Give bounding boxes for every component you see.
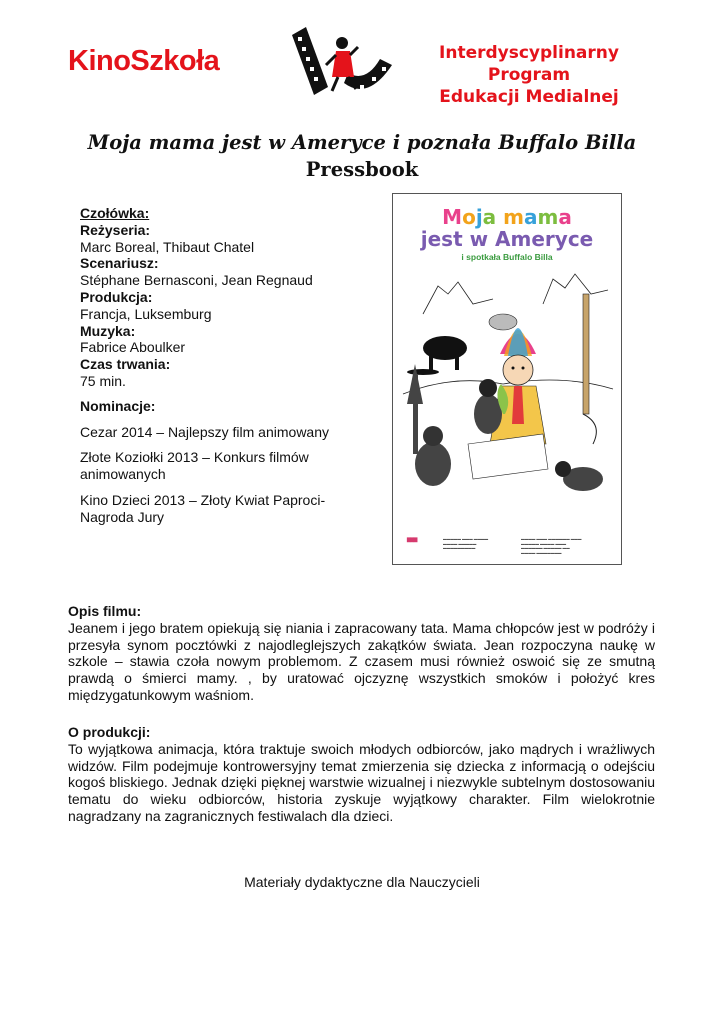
program-line-2: Edukacji Medialnej <box>439 87 619 107</box>
credits-block <box>80 205 370 526</box>
nomination-item: Złote Koziołki 2013 – Konkurs filmów animowanych <box>80 449 309 483</box>
nominations-heading: Nominacje: <box>80 397 156 414</box>
section-heading: Opis filmu: <box>68 603 142 619</box>
kinoszkola-logo-text: KinoSzkoła <box>68 45 220 77</box>
production-section <box>68 724 655 825</box>
page-title: Moja mama jest w Ameryce i poznała Buffalo Billa <box>87 131 637 154</box>
credit-label: Reżyseria: <box>80 221 151 238</box>
credit-label: Scenariusz: <box>80 255 159 272</box>
credit-value: Stéphane Bernasconi, Jean Regnaud <box>80 272 313 289</box>
credit-value: Fabrice Aboulker <box>80 339 186 356</box>
credit-value: 75 min. <box>80 372 126 389</box>
poster-footer-text-left: ▬▬▬▬▬ ▬▬▬ ▬▬▬▬ ▬▬▬▬ ▬▬▬▬▬ ▬▬▬▬▬▬▬▬▬ <box>443 537 489 550</box>
credit-label: Czas trwania: <box>80 356 171 373</box>
poster-footer-logo: ▇▇▇ <box>407 537 418 542</box>
section-text: To wyjątkowa animacja, która traktuje swoich młodych odbiorców, jako mądrych i wrażliwych widzów. Film podejmuje kontrowersyjny temat zmierzenia się dziecka z informacją o odejściu kogoś bliskiego. Jednak dzięki pięknej warstwie wizualnej i niezwykle subtelnym dostosowaniu tematu do wieku odbiorców, historia zyskuje wyjątkowy charakter. Film wielokrotnie nagradzany na zagranicznych festiwalach dla dzieci. <box>68 740 655 824</box>
program-line-1: Interdyscyplinarny Program <box>439 43 619 85</box>
credit-label: Produkcja: <box>80 288 153 305</box>
nomination-item: Kino Dzieci 2013 – Złoty Kwiat Paproci- Nagroda Jury <box>80 491 326 525</box>
credit-value: Francja, Luksemburg <box>80 305 212 322</box>
poster-illustration <box>393 264 621 534</box>
credit-label: Muzyka: <box>80 322 136 339</box>
page-subtitle: Pressbook <box>305 158 419 181</box>
poster-title-line-1: Moja mama <box>442 205 572 229</box>
poster-title <box>393 206 621 250</box>
film-strip-logo-icon <box>288 25 394 103</box>
credit-value: Marc Boreal, Thibaut Chatel <box>80 238 255 255</box>
poster-footer-text-right: ▬▬▬▬ ▬▬▬ ▬▬▬▬▬▬ ▬▬▬ ▬▬▬▬▬ ▬▬▬▬ ▬▬▬ ▬▬▬▬▬▬ ▬▬▬▬▬ ▬▬ ▬▬▬▬ ▬▬▬▬▬▬▬ <box>521 537 582 555</box>
movie-poster <box>392 193 622 565</box>
credits-heading: Czołówka: <box>80 205 150 221</box>
section-text: Jeanem i jego bratem opiekują się niania i zapracowany tata. Mama chłopców jest w podróży i przesyła synom pocztówki z najodleglejszych zakątków świata. Jean rozpoczyna naukę w szkole – stawia czoła nowym problemom. Z czasem musi również oswoić się ze smutną prawdą o śmierci mamy. , by uratować ojczyznę wszystkich smoków i położyć kres międzygatunkowym waśniom. <box>68 619 655 703</box>
program-title <box>398 42 660 108</box>
film-description-section <box>68 603 655 704</box>
poster-subtitle: i spotkała Buffalo Billa <box>461 252 553 262</box>
header <box>0 0 724 110</box>
footer-note: Materiały dydaktyczne dla Nauczycieli <box>244 874 480 890</box>
poster-title-line-2: jest w Ameryce <box>420 227 594 251</box>
section-heading: O produkcji: <box>68 724 151 740</box>
nomination-item: Cezar 2014 – Najlepszy film animowany <box>80 423 329 440</box>
